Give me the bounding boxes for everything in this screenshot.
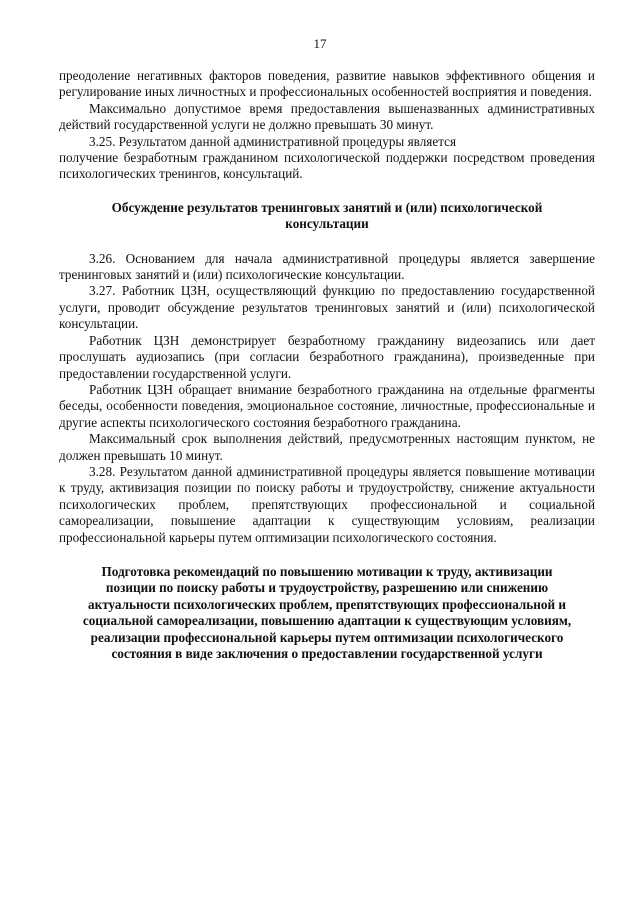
paragraph-continuation: преодоление негативных факторов поведения, развитие навыков эффективного общения и регулирование иных личностных и профессиональных особенностей восприятия и поведения. (59, 68, 595, 100)
paragraph-video-demo: Работник ЦЗН демонстрирует безработному гражданину видеозапись или дает прослушать аудиозапись (при согласии безработного гражданина), произведенные при предоставлении государственной услуги. (59, 332, 595, 381)
section-heading-recommendations: Подготовка рекомендаций по повышению мотивации к труду, активизации позиции по поиску работы и трудоустройству, разрешению или снижению актуальности психологических проблем, препятствующих профессиональной и социальной самореализации, повышению адаптации к существующим условиям, реализации профессиональной карьеры путем оптимизации психологического состояния в виде заключения о предоставлении государственной услуги (82, 563, 572, 661)
paragraph-3-27: 3.27. Работник ЦЗН, осуществляющий функцию по предоставлению государственной услуги, проводит обсуждение результатов тренинговых занятий и (или) психологической консультации. (59, 283, 595, 332)
paragraph-3-25-result: получение безработным гражданином психологической поддержки посредством проведения психологических тренингов, консультаций. (59, 150, 595, 182)
paragraph-3-26: 3.26. Основанием для начала административной процедуры является завершение тренинговых занятий и (или) психологические консультации. (59, 250, 595, 283)
section-heading-discussion: Обсуждение результатов тренинговых занятий и (или) психологической консультации (111, 199, 543, 232)
paragraph-time-limit: Максимально допустимое время предоставления вышеназванных административных действий государственной услуги не должно превышать 30 минут. (59, 100, 595, 133)
page-number: 17 (313, 36, 327, 51)
document-body (59, 68, 595, 662)
paragraph-3-28: 3.28. Результатом данной административной процедуры является повышение мотивации к труду, активизация позиции по поиску работы и трудоустройству, снижение актуальности психологических проблем, препятствующих профессиональной и социальной самореализации, повышение адаптации к существующим условиям, реализации профессиональной карьеры путем оптимизации психологического состояния. (59, 463, 595, 545)
paragraph-attention: Работник ЦЗН обращает внимание безработного гражданина на отдельные фрагменты беседы, особенности поведения, эмоциональное состояние, личностные, профессиональные и другие аспекты психологического состояния безработного гражданина. (59, 381, 595, 430)
paragraph-3-25: 3.25. Результатом данной административной процедуры является (89, 133, 457, 149)
paragraph-max-time: Максимальный срок выполнения действий, предусмотренных настоящим пунктом, не должен превышать 10 минут. (59, 431, 595, 463)
